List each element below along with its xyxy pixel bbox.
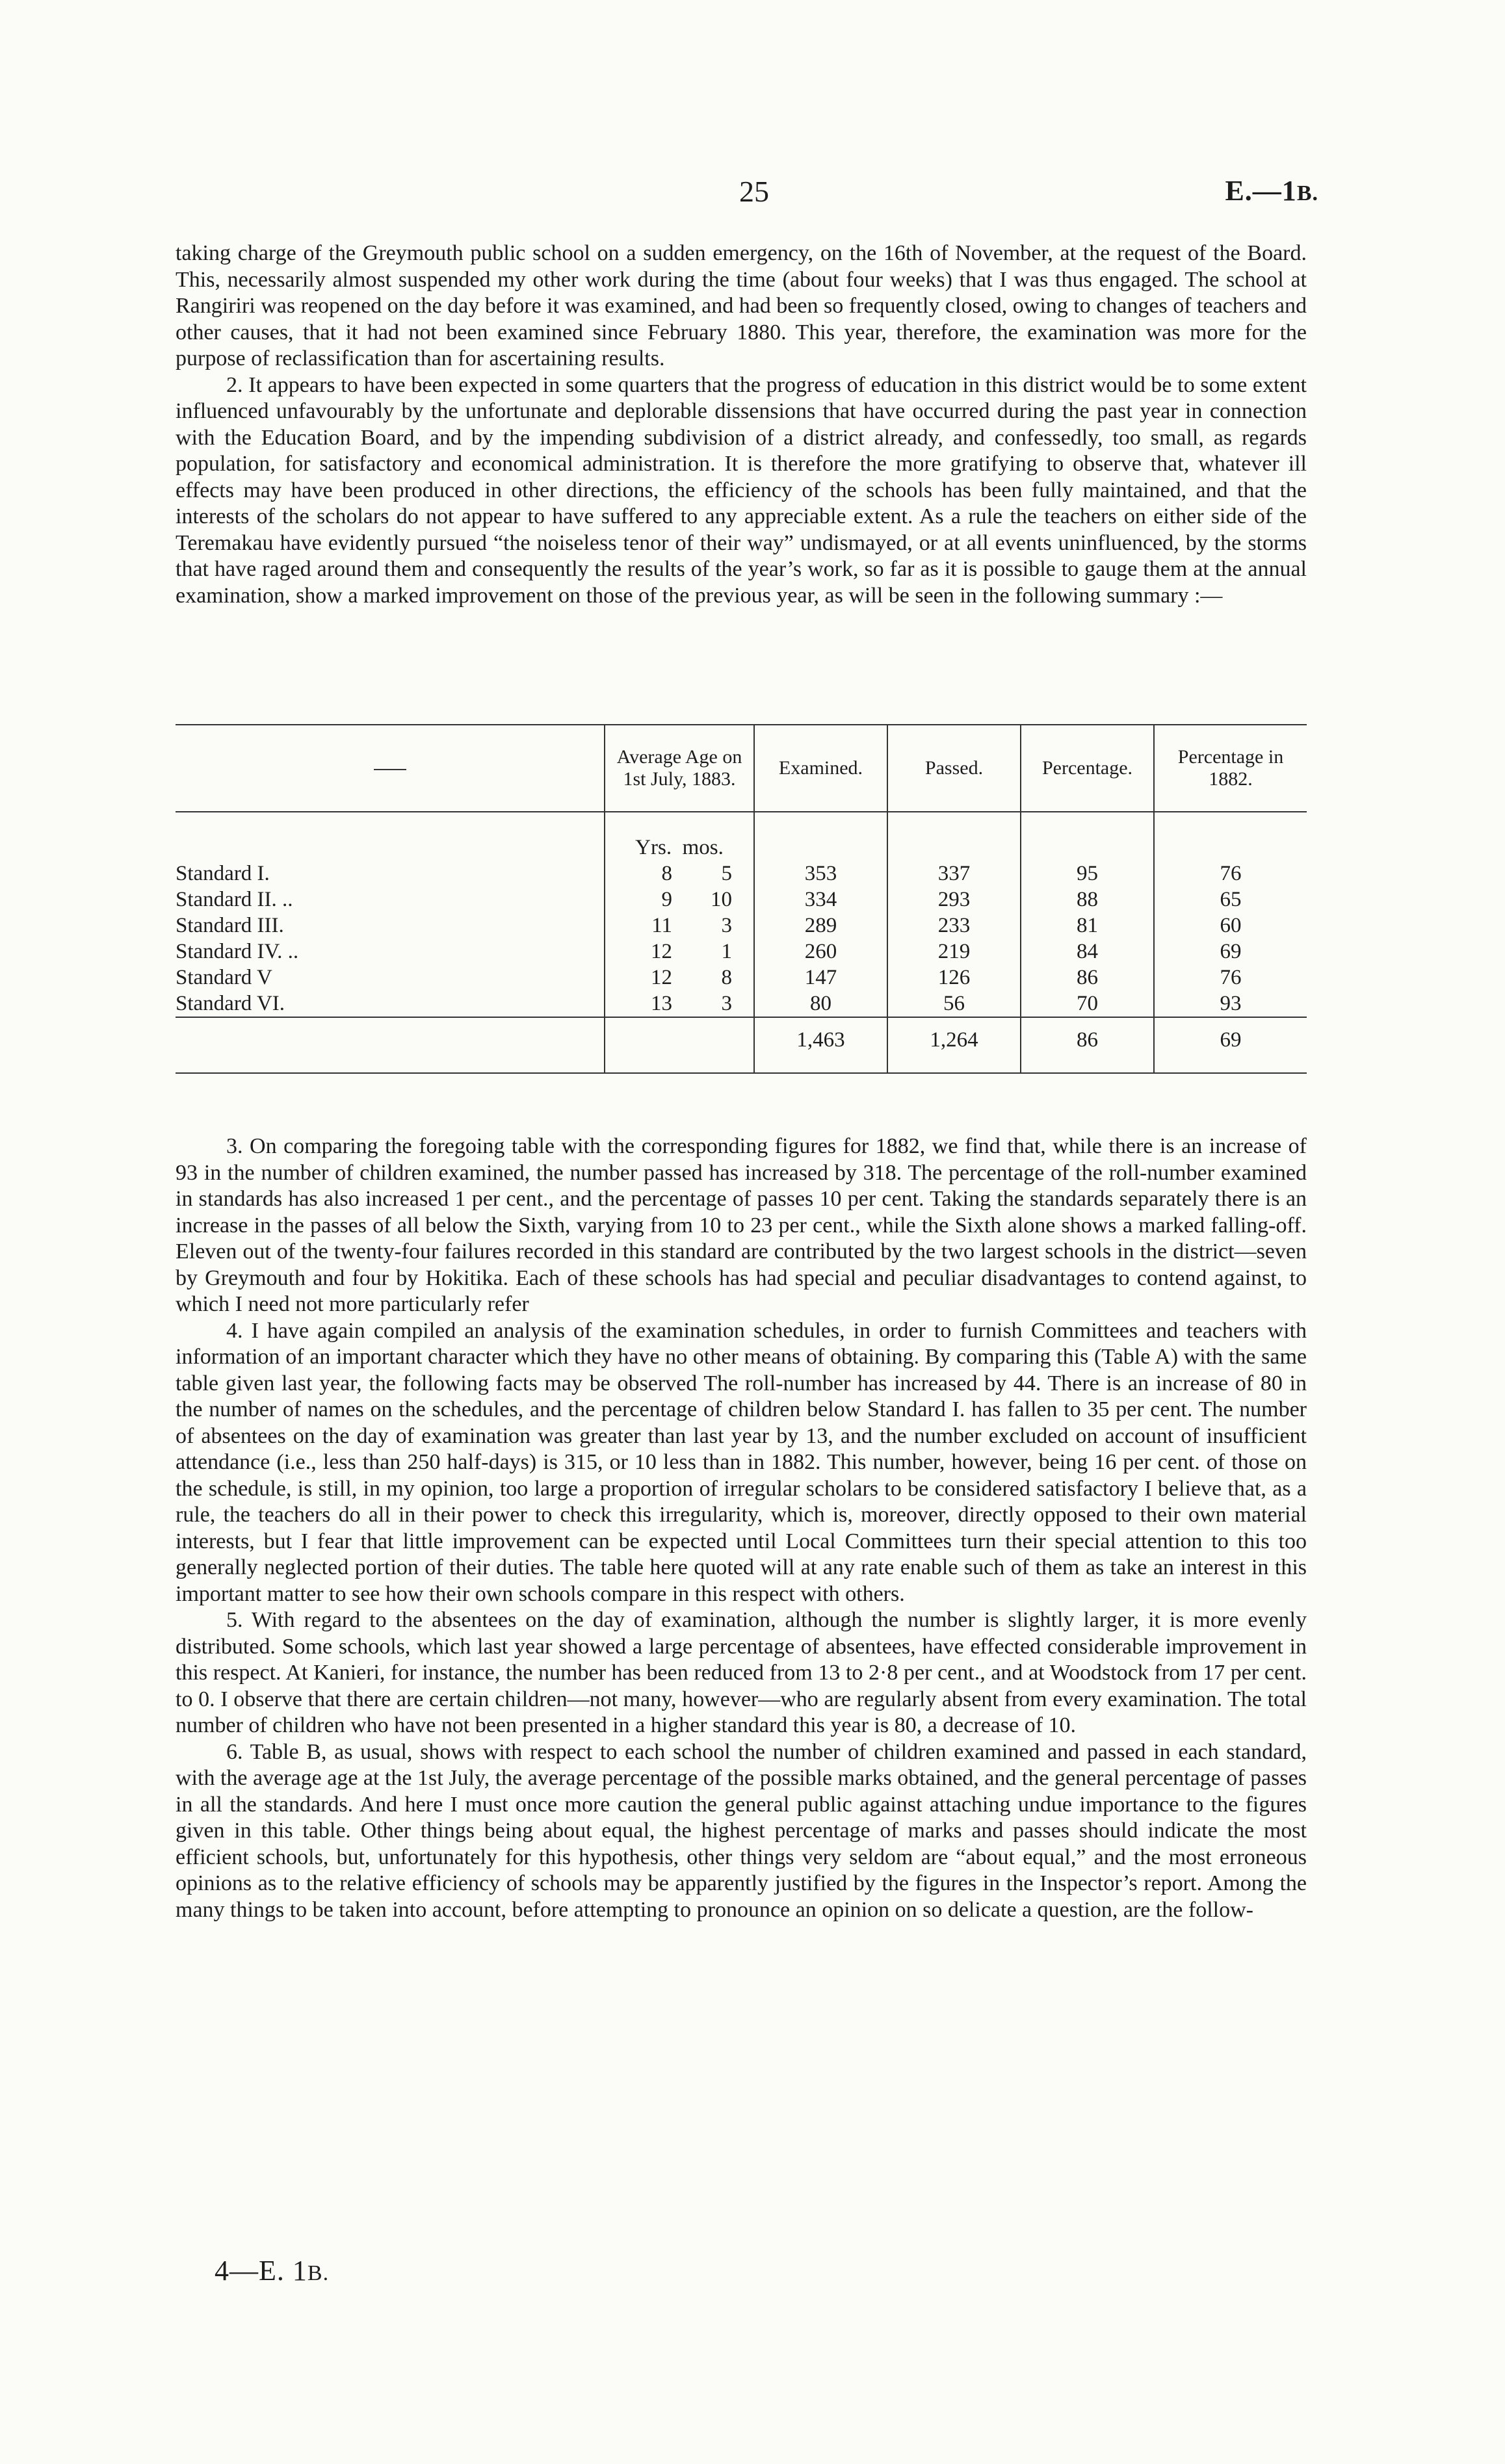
body-text-top bbox=[176, 240, 1307, 609]
percentage-cell: 81 bbox=[1021, 913, 1154, 939]
percentage-cell: 95 bbox=[1021, 861, 1154, 887]
percentage-1882-cell: 60 bbox=[1154, 913, 1307, 939]
passed-cell: 233 bbox=[887, 913, 1021, 939]
page-signature: 4—E. 1B. bbox=[215, 2255, 330, 2287]
percentage-1882-cell: 76 bbox=[1154, 861, 1307, 887]
examined-cell: 147 bbox=[754, 965, 887, 991]
standard-label: Standard VI. bbox=[176, 992, 285, 1015]
table-row bbox=[176, 991, 1307, 1017]
examined-cell: 353 bbox=[754, 861, 887, 887]
table-row bbox=[176, 939, 1307, 965]
average-age: 8 5 bbox=[605, 861, 754, 887]
percentage-cell: 70 bbox=[1021, 991, 1154, 1017]
total-percentage: 86 bbox=[1021, 1017, 1154, 1073]
standard-label: Standard III. bbox=[176, 914, 284, 937]
age-units: Yrs. mos. bbox=[605, 812, 754, 861]
percentage-cell: 84 bbox=[1021, 939, 1154, 965]
passed-cell: 126 bbox=[887, 965, 1021, 991]
percentage-cell: 88 bbox=[1021, 887, 1154, 913]
average-age: 11 3 bbox=[605, 913, 754, 939]
table-row bbox=[176, 887, 1307, 913]
percentage-1882-cell: 65 bbox=[1154, 887, 1307, 913]
examined-cell: 334 bbox=[754, 887, 887, 913]
total-examined: 1,463 bbox=[754, 1017, 887, 1073]
percentage-1882-cell: 93 bbox=[1154, 991, 1307, 1017]
examined-cell: 260 bbox=[754, 939, 887, 965]
standard-label: Standard V bbox=[176, 966, 272, 989]
passed-cell: 337 bbox=[887, 861, 1021, 887]
paragraph-4: 4. I have again compiled an analysis of the examination schedules, in order to furnish Committees and teachers with information of an important character which they have no other means of obtaining. By comparing this (Table A) with the same table given last year, the following facts may be observed The roll-number has increased by 44. There is an increase of 80 in the number of names on the schedules, and the percentage of children below Standard I. has fallen to 35 per cent. The number of absentees on the day of examination was greater than last year by 13, and the number excluded on account of insufficient attendance (i.e., less than 250 half-days) is 315, or 10 less than in 1882. This number, however, being 16 per cent. of those on the schedule, is still, in my opinion, too large a proportion of irregular scholars to be considered satisfactory I believe that, as a rule, the teachers do all in their power to check this irregularity, which is, moreover, directly opposed to their own material interests, but I fear that little improvement can be expected until Local Committees turn their special attention to this too generally neglected portion of their duties. The table here quoted will at any rate enable such of them as take an interest in this important matter to see how their own schools compare in this respect with others. bbox=[176, 1318, 1307, 1606]
page-number: 25 bbox=[739, 175, 769, 208]
totals-row bbox=[176, 1017, 1307, 1073]
average-age: 9 10 bbox=[605, 887, 754, 913]
table-row bbox=[176, 913, 1307, 939]
percentage-1882-cell: 76 bbox=[1154, 965, 1307, 991]
percentage-1882-cell: 69 bbox=[1154, 939, 1307, 965]
table-row bbox=[176, 965, 1307, 991]
passed-cell: 293 bbox=[887, 887, 1021, 913]
paragraph-continuation: taking charge of the Greymouth public school on a sudden emergency, on the 16th of November, at the request of the Board. This, necessarily almost suspended my other work during the time (about four weeks) that I was thus engaged. The school at Rangiriri was reopened on the day before it was examined, and had been so frequently closed, owing to changes of teachers and other causes, that it had not been examined since February 1880. This year, therefore, the examination was more for the purpose of reclassification than for ascertaining results. bbox=[176, 241, 1307, 370]
average-age: 13 3 bbox=[605, 991, 754, 1017]
paragraph-2: 2. It appears to have been expected in some quarters that the progress of education in this district would be to some extent influenced unfavourably by the unfortunate and deplorable dissensions that have occurred during the past year in connection with the Education Board, and by the impending subdivision of a district already, and confessedly, too small, as regards population, for satisfactory and economical administration. It is therefore the more gratifying to observe that, whatever ill effects may have been produced in other directions, the efficiency of the schools has been fully maintained, and that the interests of the scholars do not appear to have suffered to any appreciable extent. As a rule the teachers on either side of the Teremakau have evidently pursued “the noiseless tenor of their way” undismayed, or at all events uninfluenced, by the storms that have raged around them and consequently the results of the year’s work, so far as it is possible to gauge them at the annual examination, show a marked improvement on those of the previous year, as will be seen in the following summary :— bbox=[176, 372, 1307, 608]
average-age: 12 1 bbox=[605, 939, 754, 965]
paragraph-6: 6. Table B, as usual, shows with respect to each school the number of children examined and passed in each standard, with the average age at the 1st July, the average percentage of the possible marks obtained, and the general percentage of passes in all the standards. And here I must once more caution the general public against attaching undue importance to the figures given in this table. Other things being about equal, the highest percentage of marks and passes should indicate the most efficient schools, but, unfortunately for this hypothesis, other things very seldom are “about equal,” and the most erroneous opinions as to the relative efficiency of schools may be apparently justified by the figures in the Inspector’s report. Among the many things to be taken into account, before attempting to pronounce an opinion on so delicate a question, are the follow- bbox=[176, 1739, 1307, 1922]
header-percentage-1882: Percentage in 1882. bbox=[1154, 725, 1307, 812]
header-examined: Examined. bbox=[754, 725, 887, 812]
paragraph-3: 3. On comparing the foregoing table with the corresponding figures for 1882, we find that, while there is an increase of 93 in the number of children examined, the number passed has increased by 318. The percentage of the roll-number examined in standards has also increased 1 per cent., and the percentage of passes 10 per cent. Taking the standards separately there is an increase in the passes of all below the Sixth, varying from 10 to 23 per cent., while the Sixth alone shows a marked falling-off. Eleven out of the twenty-four failures recorded in this standard are contributed by the two largest schools in the district—seven by Greymouth and four by Hokitika. Each of these schools has had special and peculiar disadvantages to contend against, to which I need not more particularly refer bbox=[176, 1134, 1307, 1316]
total-passed: 1,264 bbox=[887, 1017, 1021, 1073]
header-dash bbox=[374, 769, 406, 770]
header-average-age: Average Age on 1st July, 1883. bbox=[605, 725, 754, 812]
standard-label: Standard II. .. bbox=[176, 888, 293, 911]
header-passed: Passed. bbox=[887, 725, 1021, 812]
table-row bbox=[176, 861, 1307, 887]
standard-label: Standard IV. .. bbox=[176, 940, 299, 963]
percentage-cell: 86 bbox=[1021, 965, 1154, 991]
passed-cell: 56 bbox=[887, 991, 1021, 1017]
header-blank bbox=[176, 725, 605, 812]
document-reference: E.—1B. bbox=[1225, 175, 1318, 207]
body-text-bottom bbox=[176, 1134, 1307, 1923]
header-percentage: Percentage. bbox=[1021, 725, 1154, 812]
passed-cell: 219 bbox=[887, 939, 1021, 965]
units-row bbox=[176, 812, 1307, 861]
total-percentage-1882: 69 bbox=[1154, 1017, 1307, 1073]
summary-table bbox=[176, 724, 1307, 1074]
standard-label: Standard I. bbox=[176, 862, 270, 885]
examined-cell: 80 bbox=[754, 991, 887, 1017]
examined-cell: 289 bbox=[754, 913, 887, 939]
table-header-row bbox=[176, 725, 1307, 812]
paragraph-5: 5. With regard to the absentees on the day of examination, although the number is slightly larger, it is more evenly distributed. Some schools, which last year showed a large percentage of absentees, have effected considerable improvement in this respect. At Kanieri, for instance, the number has been reduced from 13 to 2·8 per cent., and at Woodstock from 17 per cent. to 0. I observe that there are certain children—not many, however—who are regularly absent from every examination. The total number of children who have not been presented in a higher standard this year is 80, a decrease of 10. bbox=[176, 1608, 1307, 1737]
average-age: 12 8 bbox=[605, 965, 754, 991]
